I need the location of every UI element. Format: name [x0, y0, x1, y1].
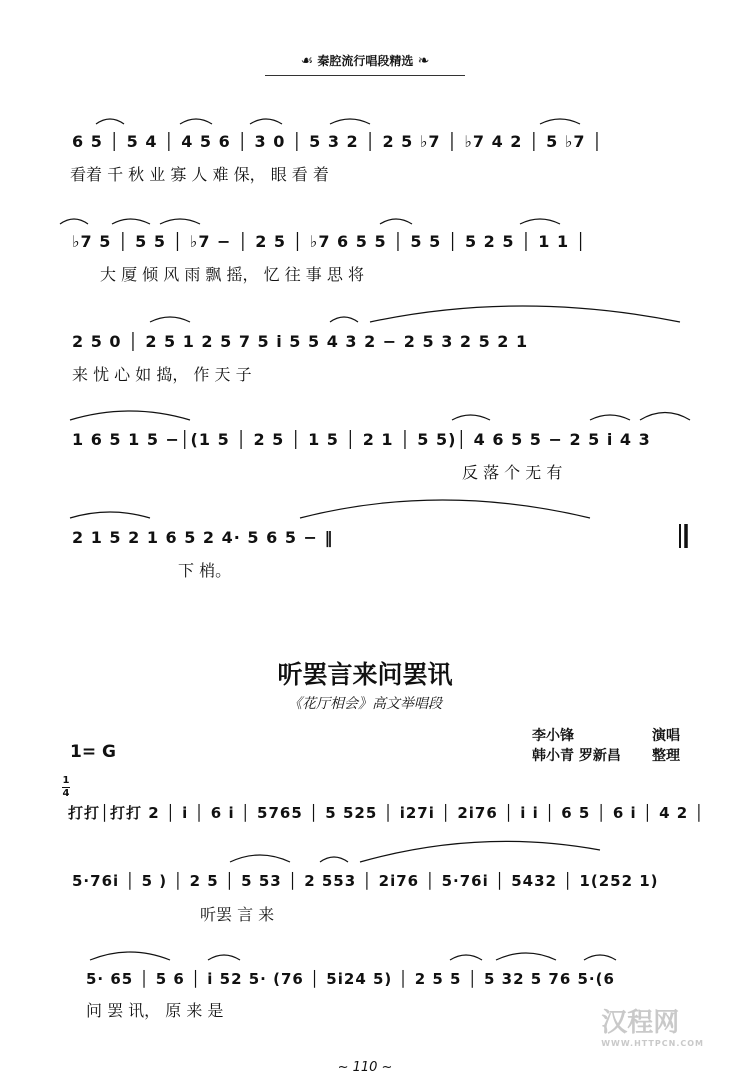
book-title: 秦腔流行唱段精选 [317, 54, 414, 68]
watermark-text: 汉程网 [601, 1008, 680, 1038]
slur [640, 413, 690, 421]
slur [160, 219, 200, 224]
notation-line-6: 打打│打打 2 │ i │ 6 i │ 5765 │ 5 525 │ i27i │ 2i76 │ i i │ 6 5 │ 6 i │ 4 2 │ [68, 804, 705, 822]
arranger-names: 韩小青 罗新昌 [532, 748, 621, 764]
slur [150, 317, 190, 322]
slur [540, 119, 580, 124]
watermark-url: WWW.HTTPCN.COM [601, 1039, 704, 1048]
slur [90, 952, 170, 960]
slur [300, 500, 590, 518]
slur [70, 411, 190, 420]
lyric-line-8: 问 罢 讯， 原 来 是 [86, 1001, 224, 1020]
key-signature: 1= G [70, 742, 116, 762]
slur [496, 953, 556, 960]
song-subtitle: 《花厅相会》高文举唱段 [288, 696, 442, 712]
left-ornament-icon: ☙ [300, 53, 314, 69]
watermark-logo [601, 1002, 704, 1048]
lyric-line-3: 来 忧 心 如 捣， 作 天 子 [72, 365, 252, 384]
slur [330, 317, 358, 322]
notation-line-1: 6 5 │ 5 4 │ 4 5 6 │ 3 0 │ 5 3 2 │ 2 5 ♭7 │ ♭7 4 2 │ 5 ♭7 │ [72, 132, 603, 151]
right-ornament-icon: ❧ [417, 53, 430, 69]
notation-line-5: 2 1 5 2 1 6 5 2 4· 5 6 5 − ‖ [72, 528, 334, 547]
slur [520, 219, 560, 224]
slur [60, 219, 88, 224]
slur [584, 955, 616, 960]
time-signature-bottom: 4 [62, 788, 70, 799]
singer-role: 演唱 [652, 728, 680, 744]
song-title: 听罢言来问罢讯 [277, 660, 453, 689]
page-number: ~ 110 ~ [337, 1060, 393, 1075]
slur [370, 306, 680, 322]
slurs-group [60, 119, 690, 960]
slur [590, 415, 630, 420]
notation-line-8: 5· 65 │ 5 6 │ i 52 5· (76 │ 5i24 5) │ 2 5 5 │ 5 32 5 76 5·(6 [86, 970, 615, 988]
lyric-line-7: 听罢 言 来 [200, 905, 275, 924]
lyric-line-4: 反 落 个 无 有 [462, 463, 563, 482]
slur [320, 857, 348, 862]
slur [180, 119, 212, 124]
slur [330, 119, 370, 124]
slur [450, 955, 482, 960]
singer-name: 李小锋 [532, 728, 574, 744]
notation-line-7: 5·76i │ 5 ) │ 2 5 │ 5 53 │ 2 553 │ 2i76 │ 5·76i │ 5432 │ 1(252 1) [72, 872, 659, 890]
lyric-line-2: 大 厦 倾 风 雨 飘 摇， 忆 往 事 思 将 [100, 265, 364, 284]
lyric-line-1: 看着 千 秋 业 寡 人 难 保， 眼 看 着 [70, 165, 329, 184]
time-signature-top: 1 [62, 775, 70, 786]
final-barline [680, 524, 686, 548]
lyric-line-5: 下 梢。 [178, 561, 232, 580]
arranger-role: 整理 [652, 748, 680, 764]
notation-line-4: 1 6 5 1 5 −│(1 5 │ 2 5 │ 1 5 │ 2 1 │ 5 5)│ 4 6 5 5 − 2 5 i 4 3 [72, 430, 651, 449]
notation-line-2: ♭7 5 │ 5 5 │ ♭7 − │ 2 5 │ ♭7 6 5 5 │ 5 5 │ 5 2 5 │ 1 1 │ [72, 232, 587, 251]
slur [230, 855, 290, 862]
notation-line-3: 2 5 0 │ 2 5 1 2 5 7 5 i 5 5 4 3 2 − 2 5 3 2 5 2 1 [72, 332, 529, 351]
slur [380, 219, 412, 224]
slur [360, 841, 600, 862]
slur [208, 955, 240, 960]
slur [112, 219, 150, 224]
slur [452, 415, 490, 420]
slur [250, 119, 282, 124]
slur [96, 119, 124, 124]
slur [70, 512, 150, 518]
